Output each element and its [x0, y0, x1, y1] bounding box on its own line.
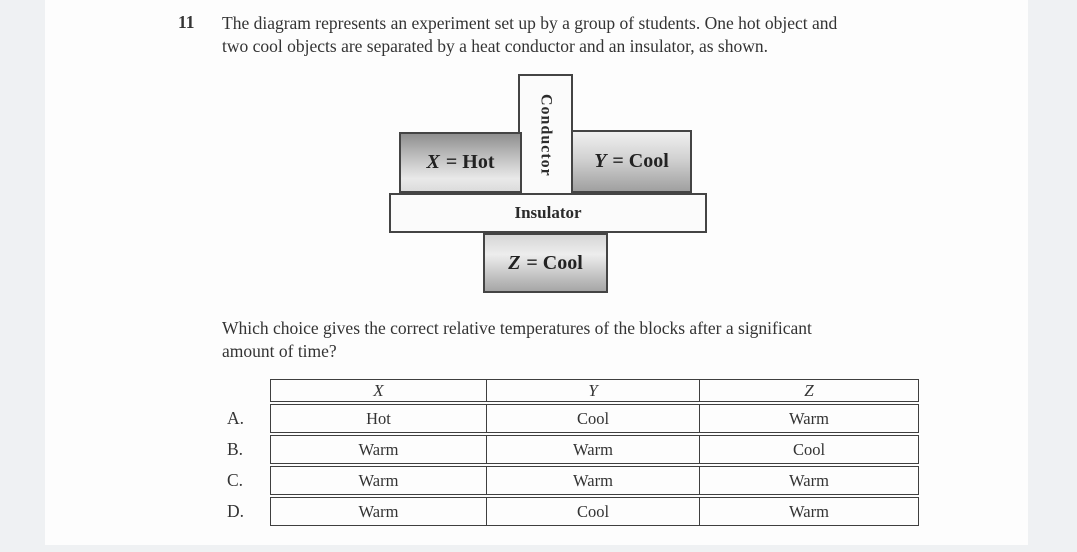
cell-a-y: Cool [487, 405, 700, 432]
insulator-label: Insulator [514, 203, 582, 222]
block-z-var: Z [508, 251, 521, 274]
block-x-value: = Hot [445, 151, 495, 173]
header-cell-z: Z [804, 380, 814, 400]
block-z-cool [483, 233, 608, 293]
question-prompt-line-2: amount of time? [222, 341, 337, 361]
block-x-hot [399, 132, 522, 193]
header-cell-x: X [271, 380, 487, 401]
question-intro [222, 12, 837, 58]
header-cell-y: Y [487, 380, 700, 401]
cell-c-z: Warm [789, 470, 829, 490]
conductor-block [518, 74, 573, 196]
question-intro-line-1: The diagram represents an experiment set up by a group of students. One hot object and [222, 13, 838, 33]
cell-c-y: Warm [487, 467, 700, 494]
option-label-a: A. [227, 408, 245, 428]
block-y-cool [571, 130, 692, 193]
question-intro-line-2: two cool objects are separated by a heat conductor and an insulator, as shown. [222, 36, 768, 56]
option-label-c: C. [227, 470, 244, 490]
option-label-b: B. [227, 439, 244, 459]
block-x-var: X [426, 151, 440, 173]
cell-b-x: Warm [271, 436, 487, 463]
block-z-label [508, 252, 583, 275]
option-row-d [270, 497, 919, 526]
cell-b-z: Cool [792, 439, 826, 459]
block-x-label [427, 151, 495, 174]
option-row-c [270, 466, 919, 495]
block-z-value: = Cool [526, 251, 583, 274]
option-label-d: D. [227, 501, 245, 521]
cell-c-x: Warm [271, 467, 487, 494]
cell-b-y: Warm [487, 436, 700, 463]
conductor-label: Conductor [537, 93, 555, 177]
cell-d-x: Warm [271, 498, 487, 525]
cell-d-z: Warm [789, 501, 829, 521]
answer-table [270, 379, 919, 526]
cell-a-x: Hot [271, 405, 487, 432]
insulator-block [389, 193, 707, 233]
block-y-value: = Cool [612, 150, 669, 172]
block-y-label [594, 150, 669, 173]
cell-d-y: Cool [487, 498, 700, 525]
block-y-var: Y [594, 150, 607, 172]
option-row-b [270, 435, 919, 464]
question-number: 11 [178, 12, 195, 32]
question-prompt-line-1: Which choice gives the correct relative temperatures of the blocks after a significant [222, 318, 812, 338]
question-prompt [222, 317, 812, 363]
option-row-a [270, 404, 919, 433]
table-header-row [270, 379, 919, 402]
cell-a-z: Warm [789, 408, 829, 428]
